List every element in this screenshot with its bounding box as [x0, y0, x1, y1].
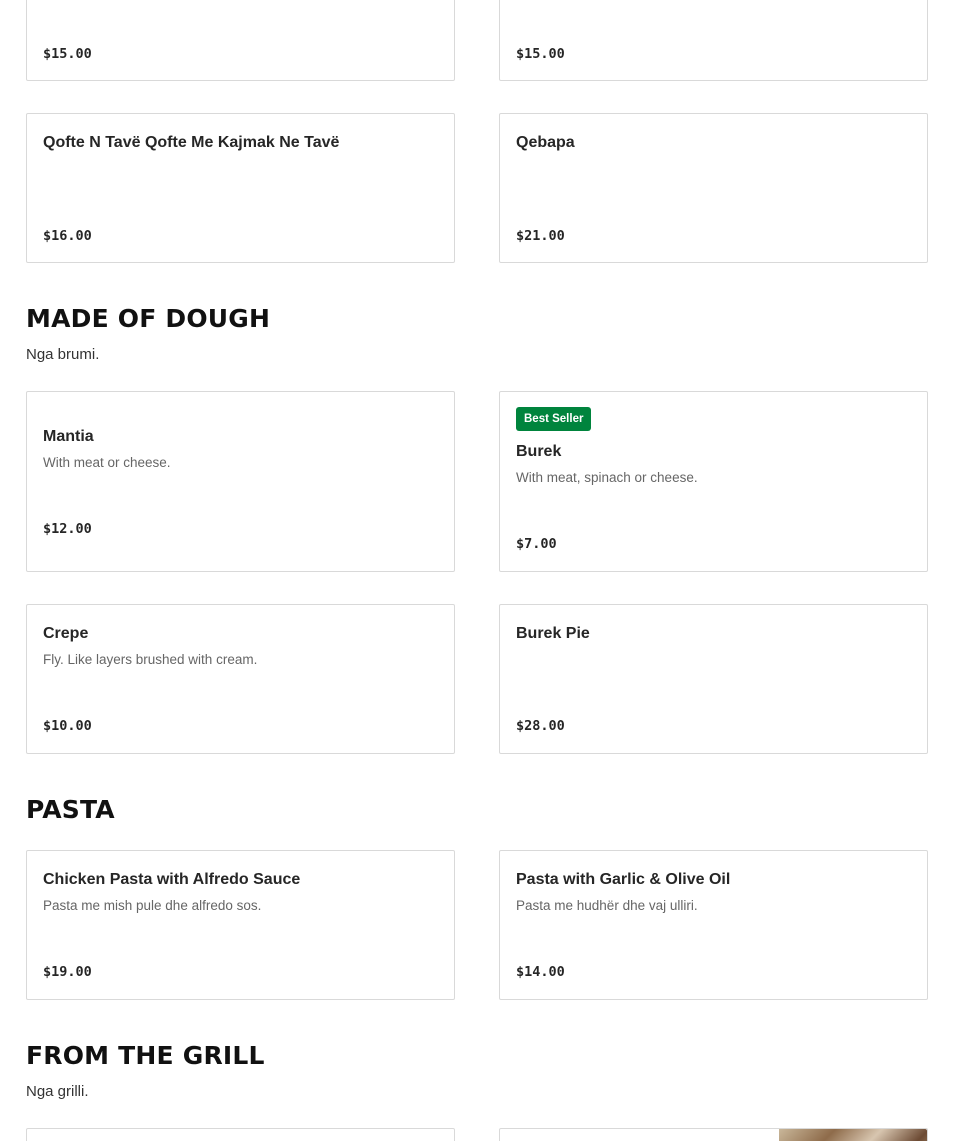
item-title: Pasta with Garlic & Olive Oil: [516, 871, 731, 888]
item-price: $21.00: [516, 228, 565, 244]
item-title: Qebapa: [516, 134, 575, 151]
section-title: PASTA: [26, 795, 115, 824]
section-subtitle: Nga grilli.: [26, 1083, 89, 1100]
item-price: $10.00: [43, 718, 92, 734]
item-price: $15.00: [43, 46, 92, 62]
item-title: Qofte N Tavë Qofte Me Kajmak Ne Tavë: [43, 134, 340, 151]
item-title: Burek Pie: [516, 625, 590, 642]
menu-item-card[interactable]: [26, 391, 455, 572]
menu-item-card[interactable]: [499, 0, 928, 81]
item-price: $14.00: [516, 964, 565, 980]
menu-item-card[interactable]: [499, 113, 928, 263]
item-price: $15.00: [516, 46, 565, 62]
item-description: Pasta me hudhër dhe vaj ulliri.: [516, 898, 698, 913]
menu-item-card[interactable]: [26, 604, 455, 754]
menu-item-card[interactable]: [26, 850, 455, 1000]
item-title: Burek: [516, 443, 562, 460]
best-seller-badge: Best Seller: [516, 407, 591, 431]
item-title: Mantia: [43, 428, 94, 445]
section-title: FROM THE GRILL: [26, 1041, 265, 1070]
menu-item-card[interactable]: [26, 0, 455, 81]
item-price: $28.00: [516, 718, 565, 734]
menu-item-card[interactable]: [26, 1128, 455, 1141]
item-photo: [779, 1129, 927, 1141]
item-description: Fly. Like layers brushed with cream.: [43, 652, 258, 667]
section-subtitle: Nga brumi.: [26, 346, 100, 363]
item-price: $19.00: [43, 964, 92, 980]
item-description: With meat, spinach or cheese.: [516, 470, 698, 485]
item-price: $7.00: [516, 536, 557, 552]
menu-item-card[interactable]: [26, 113, 455, 263]
item-title: Chicken Pasta with Alfredo Sauce: [43, 871, 301, 888]
menu-item-card[interactable]: [499, 391, 928, 572]
item-price: $12.00: [43, 521, 92, 537]
item-title: Crepe: [43, 625, 89, 642]
item-description: With meat or cheese.: [43, 455, 171, 470]
item-description: Pasta me mish pule dhe alfredo sos.: [43, 898, 262, 913]
menu-item-card[interactable]: [499, 604, 928, 754]
item-price: $16.00: [43, 228, 92, 244]
section-title: MADE OF DOUGH: [26, 304, 271, 333]
menu-item-card[interactable]: [499, 850, 928, 1000]
menu-item-card[interactable]: [499, 1128, 928, 1141]
